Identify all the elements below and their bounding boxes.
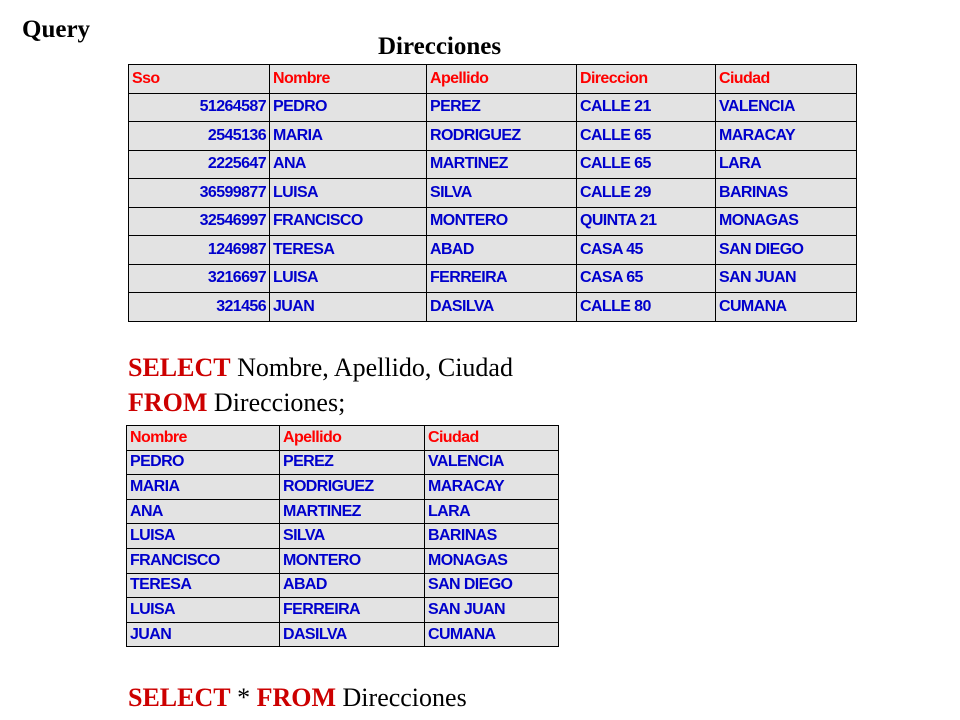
cell-ciudad: CUMANA: [425, 622, 559, 647]
sql-select-columns: Nombre, Apellido, Ciudad: [230, 353, 513, 382]
cell-ciudad: MARACAY: [425, 475, 559, 500]
cell-apellido: MARTINEZ: [280, 499, 425, 524]
header-cell-direccion: Direccion: [577, 65, 716, 94]
table-row: [127, 598, 559, 623]
cell-apellido: PEREZ: [280, 450, 425, 475]
cell-direccion: CALLE 80: [577, 293, 716, 322]
sql-keyword-from: FROM: [128, 388, 208, 417]
cell-apellido: SILVA: [427, 179, 577, 208]
table-row: [129, 264, 857, 293]
cell-apellido: SILVA: [280, 524, 425, 549]
cell-direccion: QUINTA 21: [577, 207, 716, 236]
cell-apellido: DASILVA: [427, 293, 577, 322]
table-row: [129, 93, 857, 122]
cell-ciudad: LARA: [716, 150, 857, 179]
header-cell-ciudad: Ciudad: [716, 65, 857, 94]
cell-nombre: PEDRO: [270, 93, 427, 122]
cell-sso: 1246987: [129, 236, 270, 265]
cell-apellido: DASILVA: [280, 622, 425, 647]
header-cell-ciudad: Ciudad: [425, 426, 559, 451]
table-row: [127, 450, 559, 475]
table-row: [129, 122, 857, 151]
header-cell-apellido: Apellido: [427, 65, 577, 94]
cell-nombre: FRANCISCO: [127, 548, 280, 573]
cell-ciudad: VALENCIA: [425, 450, 559, 475]
cell-nombre: FRANCISCO: [270, 207, 427, 236]
cell-nombre: TERESA: [127, 573, 280, 598]
cell-sso: 3216697: [129, 264, 270, 293]
cell-apellido: ABAD: [280, 573, 425, 598]
cell-nombre: PEDRO: [127, 450, 280, 475]
cell-ciudad: BARINAS: [716, 179, 857, 208]
cell-sso: 321456: [129, 293, 270, 322]
cell-apellido: RODRIGUEZ: [427, 122, 577, 151]
cell-direccion: CASA 65: [577, 264, 716, 293]
slide-heading: Query: [22, 16, 91, 43]
cell-nombre: LUISA: [270, 264, 427, 293]
table-header-row: [127, 426, 559, 451]
sql-from-table: Direcciones;: [207, 388, 346, 417]
cell-nombre: ANA: [270, 150, 427, 179]
sql-star-symbol: *: [230, 683, 257, 712]
table-row: [127, 622, 559, 647]
table-row: [129, 293, 857, 322]
table-row: [129, 150, 857, 179]
header-cell-sso: Sso: [129, 65, 270, 94]
cell-ciudad: CUMANA: [716, 293, 857, 322]
sql-keyword-select: SELECT: [128, 683, 231, 712]
cell-nombre: MARIA: [127, 475, 280, 500]
cell-apellido: MONTERO: [280, 548, 425, 573]
cell-ciudad: MARACAY: [716, 122, 857, 151]
cell-apellido: MONTERO: [427, 207, 577, 236]
cell-ciudad: LARA: [425, 499, 559, 524]
table-title: Direcciones: [378, 33, 502, 60]
cell-ciudad: MONAGAS: [425, 548, 559, 573]
cell-nombre: LUISA: [270, 179, 427, 208]
table-row: [129, 179, 857, 208]
cell-nombre: JUAN: [270, 293, 427, 322]
cell-ciudad: SAN JUAN: [425, 598, 559, 623]
cell-nombre: LUISA: [127, 598, 280, 623]
sql-keyword-select: SELECT: [128, 353, 231, 382]
table-row: [127, 573, 559, 598]
sql-from-table: Direcciones: [336, 683, 467, 712]
cell-ciudad: SAN DIEGO: [716, 236, 857, 265]
table-row: [127, 548, 559, 573]
cell-direccion: CALLE 21: [577, 93, 716, 122]
cell-nombre: LUISA: [127, 524, 280, 549]
cell-apellido: FERREIRA: [427, 264, 577, 293]
cell-nombre: MARIA: [270, 122, 427, 151]
cell-sso: 2225647: [129, 150, 270, 179]
table-row: [127, 499, 559, 524]
cell-direccion: CASA 45: [577, 236, 716, 265]
sql-query-from-line: [128, 388, 345, 418]
cell-direccion: CALLE 65: [577, 150, 716, 179]
sql-query-select-line: [128, 353, 513, 383]
cell-direccion: CALLE 29: [577, 179, 716, 208]
table-row: [127, 475, 559, 500]
cell-ciudad: SAN JUAN: [716, 264, 857, 293]
table-row: [129, 207, 857, 236]
cell-direccion: CALLE 65: [577, 122, 716, 151]
sql-query-select-all: [128, 683, 467, 713]
cell-apellido: PEREZ: [427, 93, 577, 122]
cell-apellido: FERREIRA: [280, 598, 425, 623]
cell-ciudad: VALENCIA: [716, 93, 857, 122]
cell-sso: 51264587: [129, 93, 270, 122]
cell-sso: 2545136: [129, 122, 270, 151]
header-cell-apellido: Apellido: [280, 426, 425, 451]
query-result-table: [126, 425, 559, 647]
direcciones-table: [128, 64, 857, 322]
cell-ciudad: BARINAS: [425, 524, 559, 549]
cell-apellido: MARTINEZ: [427, 150, 577, 179]
sql-keyword-from: FROM: [256, 683, 337, 712]
cell-apellido: ABAD: [427, 236, 577, 265]
cell-nombre: TERESA: [270, 236, 427, 265]
cell-sso: 36599877: [129, 179, 270, 208]
cell-nombre: ANA: [127, 499, 280, 524]
cell-sso: 32546997: [129, 207, 270, 236]
cell-nombre: JUAN: [127, 622, 280, 647]
cell-ciudad: MONAGAS: [716, 207, 857, 236]
table-header-row: [129, 65, 857, 94]
table-row: [127, 524, 559, 549]
header-cell-nombre: Nombre: [270, 65, 427, 94]
table-row: [129, 236, 857, 265]
cell-ciudad: SAN DIEGO: [425, 573, 559, 598]
cell-apellido: RODRIGUEZ: [280, 475, 425, 500]
header-cell-nombre: Nombre: [127, 426, 280, 451]
